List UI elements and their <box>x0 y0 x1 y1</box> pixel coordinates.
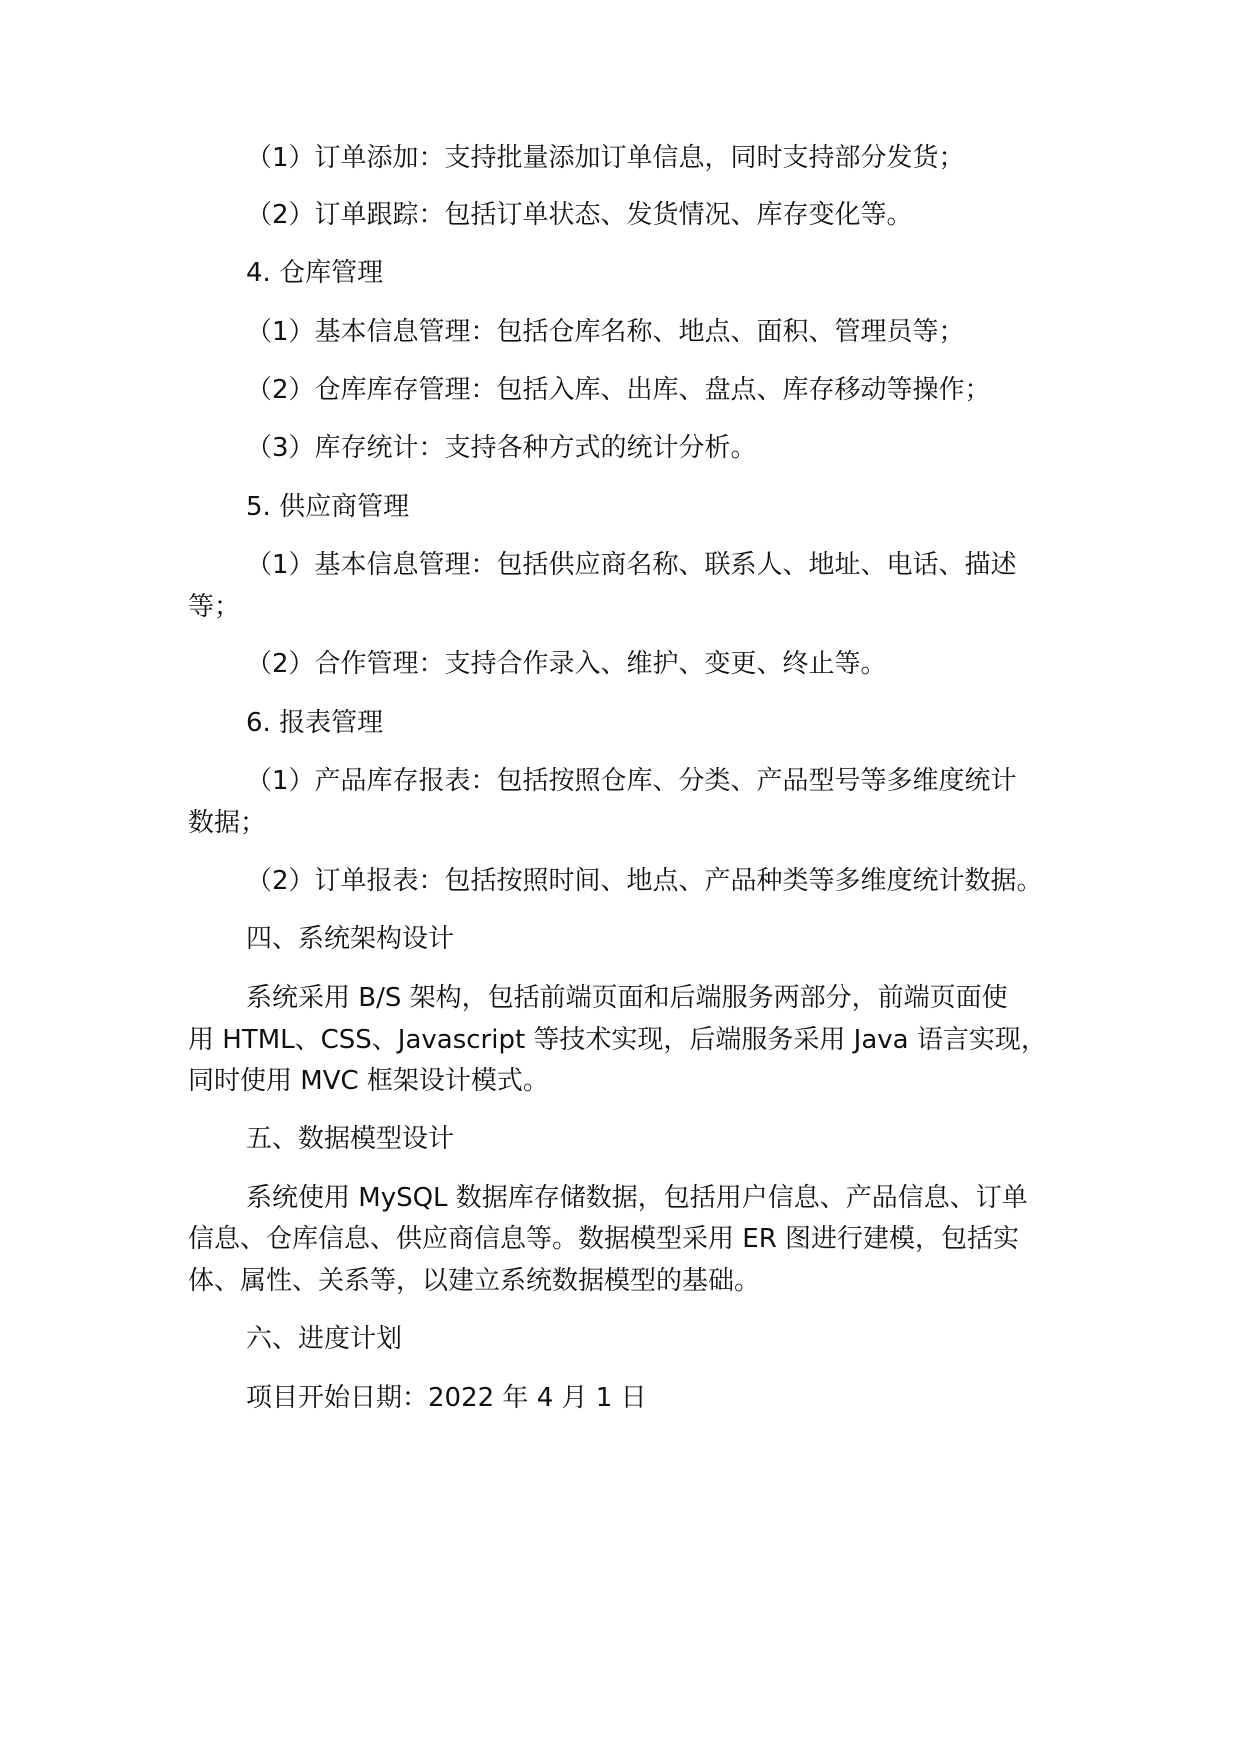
section-heading-data-model: 五、数据模型设计 <box>246 1124 455 1154</box>
architecture-paragraph-line-3: 同时使用 MVC 框架设计模式。 <box>188 1066 549 1096</box>
project-start-date: 项目开始日期：2022 年 4 月 1 日 <box>246 1383 647 1413</box>
warehouse-stock-item: （2）仓库库存管理：包括入库、出库、盘点、库存移动等操作； <box>246 375 991 405</box>
cooperation-item: （2）合作管理：支持合作录入、维护、变更、终止等。 <box>246 649 887 679</box>
order-add-item: （1）订单添加：支持批量添加订单信息，同时支持部分发货； <box>246 143 965 173</box>
stock-report-item-cont: 数据； <box>188 808 267 838</box>
stock-report-item: （1）产品库存报表：包括按照仓库、分类、产品型号等多维度统计 <box>246 766 1017 796</box>
section-heading-supplier: 5. 供应商管理 <box>246 492 410 522</box>
order-report-item: （2）订单报表：包括按照时间、地点、产品种类等多维度统计数据。 <box>246 866 1043 896</box>
warehouse-basic-info-item: （1）基本信息管理：包括仓库名称、地点、面积、管理员等； <box>246 317 965 347</box>
section-heading-report: 6. 报表管理 <box>246 708 384 738</box>
data-model-paragraph-line-1: 系统使用 MySQL 数据库存储数据，包括用户信息、产品信息、订单 <box>246 1183 1028 1213</box>
section-heading-schedule: 六、进度计划 <box>246 1324 403 1354</box>
supplier-basic-info-item: （1）基本信息管理：包括供应商名称、联系人、地址、电话、描述 <box>246 550 1017 580</box>
architecture-paragraph-line-2: 用 HTML、CSS、Javascript 等技术实现，后端服务采用 Java 语言实现， <box>188 1025 1047 1055</box>
architecture-paragraph-line-1: 系统采用 B/S 架构，包括前端页面和后端服务两部分，前端页面使 <box>246 983 1008 1013</box>
section-heading-warehouse: 4. 仓库管理 <box>246 258 384 288</box>
data-model-paragraph-line-3: 体、属性、关系等，以建立系统数据模型的基础。 <box>188 1266 761 1296</box>
supplier-basic-info-item-cont: 等； <box>188 592 241 622</box>
stock-statistics-item: （3）库存统计：支持各种方式的统计分析。 <box>246 433 757 463</box>
data-model-paragraph-line-2: 信息、仓库信息、供应商信息等。数据模型采用 ER 图进行建模，包括实 <box>188 1224 1020 1254</box>
section-heading-architecture: 四、系统架构设计 <box>246 924 455 954</box>
order-track-item: （2）订单跟踪：包括订单状态、发货情况、库存变化等。 <box>246 200 913 230</box>
